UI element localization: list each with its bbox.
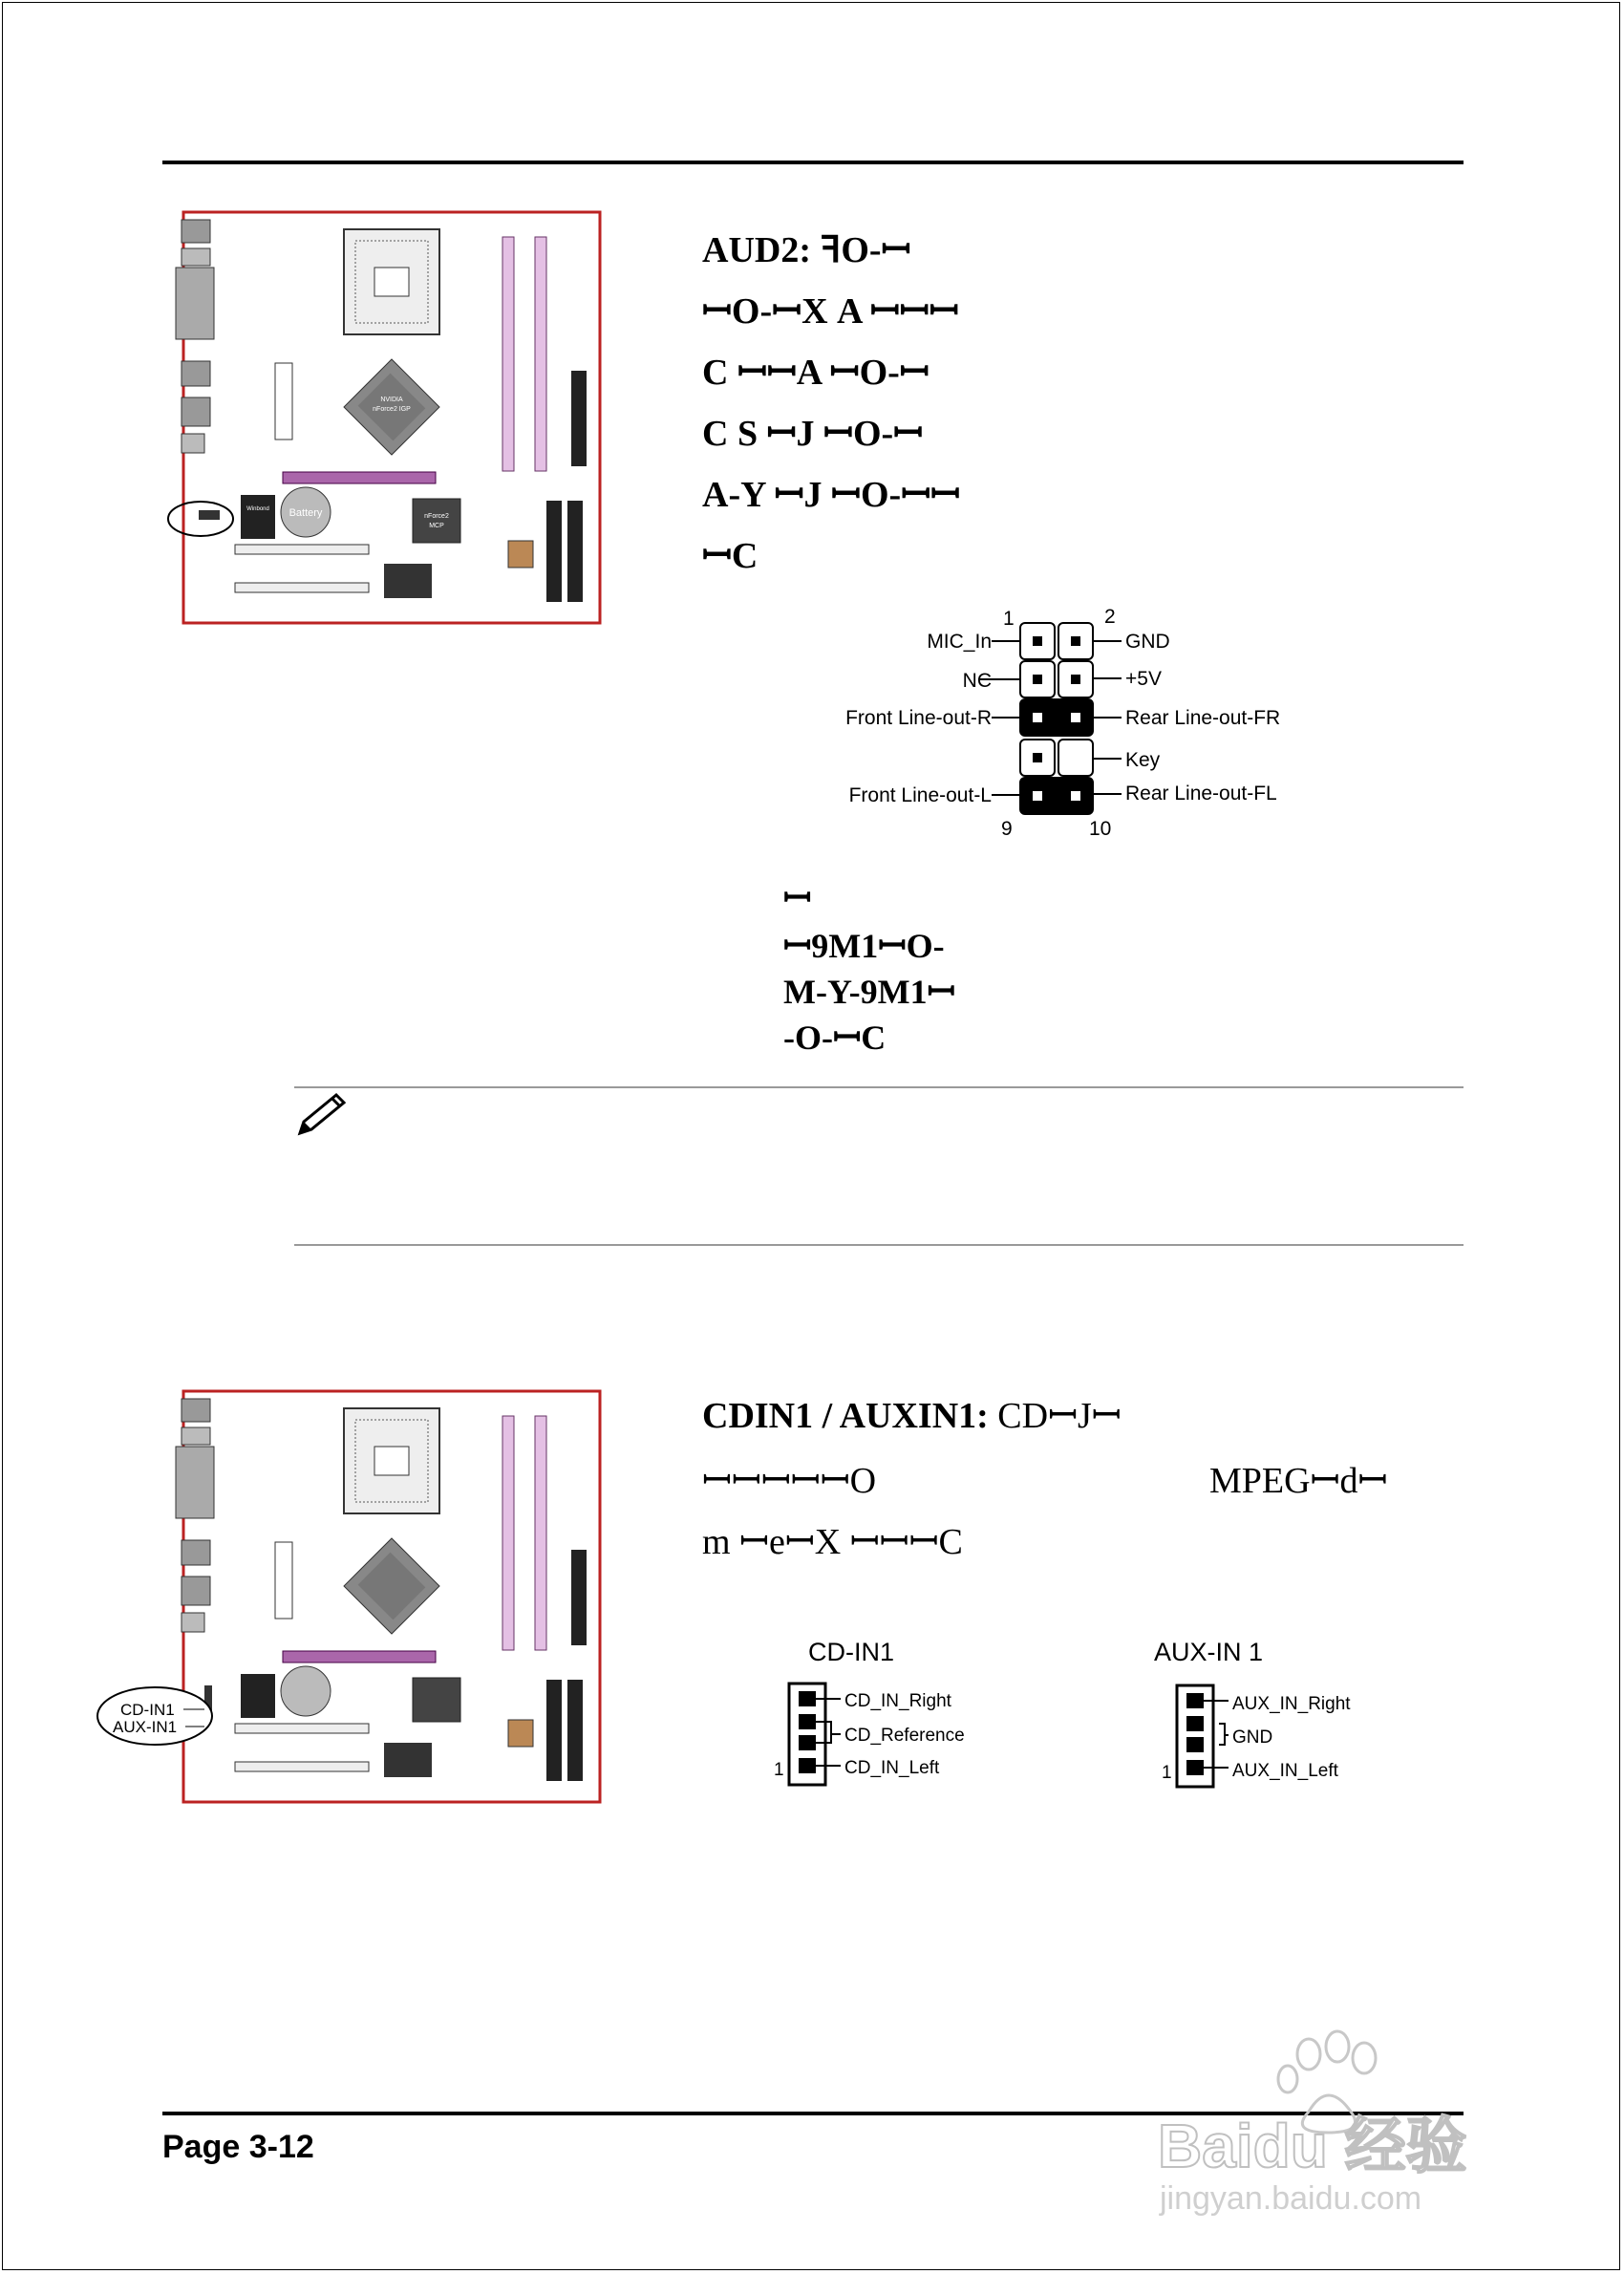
aux-pin-one: 1: [1162, 1763, 1172, 1783]
left-label-front-l: Front Line-out-L: [848, 784, 992, 806]
svg-text:NVIDIA: NVIDIA: [380, 397, 403, 403]
pencil-icon: [294, 1091, 352, 1139]
right-label-key: Key: [1125, 749, 1161, 771]
cd-in-left-label: CD_IN_Left: [844, 1758, 940, 1778]
baidu-watermark: [1146, 2026, 1548, 2217]
pin-1-label: 1: [1003, 608, 1015, 630]
svg-text:Battery: Battery: [288, 507, 323, 519]
aud-title: AUD2:: [702, 230, 811, 270]
cd-title: CDIN1 / AUXIN1:: [702, 1396, 989, 1436]
aux-in-left-label: AUX_IN_Left: [1232, 1761, 1338, 1781]
aud-line-1: ꟷО-ꟷХ A ꟷꟷꟷ: [702, 291, 959, 332]
callout-aux-in1: AUX-IN1: [113, 1718, 178, 1736]
right-label-rear-fl: Rear Line-out-FL: [1125, 783, 1277, 804]
svg-text:MCP: MCP: [429, 523, 444, 529]
watermark-brand: Baidu 经验: [1158, 2112, 1467, 2180]
motherboard-image-top: [162, 208, 611, 629]
cd-line-1-left: ꟷꟷꟷꟷꟷO: [702, 1461, 877, 1501]
aux-in1-diagram: [1146, 1632, 1433, 1794]
aud-line-4: A-Y ꟷJ ꟷО-ꟷꟷ: [702, 475, 961, 515]
cd-title-suffix: CDꟷJꟷ: [997, 1396, 1122, 1436]
cd-in1-header: CD-IN1: [808, 1638, 895, 1666]
cd-line-2: m ꟷeꟷX ꟷꟷꟷC: [702, 1522, 963, 1562]
pin-9-label: 9: [1001, 818, 1013, 840]
aud-title-garbled: ꟻО-ꟷ: [820, 230, 911, 270]
watermark-url: jingyan.baidu.com: [1160, 2180, 1422, 2217]
aud-line-3: C S ꟷJ ꟷО-ꟷ: [702, 414, 924, 454]
right-label-gnd: GND: [1125, 631, 1170, 653]
aux-gnd-label: GND: [1232, 1727, 1273, 1748]
cd-pin-one: 1: [774, 1760, 784, 1780]
aud-pin-diagram: [822, 600, 1318, 848]
aud-title-line: [702, 224, 911, 273]
left-label-front-r: Front Line-out-R: [845, 707, 992, 729]
header-rule: [162, 161, 1464, 164]
cd-reference-label: CD_Reference: [844, 1726, 965, 1746]
right-label-rear-fr: Rear Line-out-FR: [1125, 707, 1281, 729]
aud-line-2: C ꟷꟷA ꟷО-ꟷ: [702, 353, 930, 393]
aux-in-right-label: AUX_IN_Right: [1232, 1694, 1351, 1714]
cd-title-line: [702, 1389, 1122, 1439]
svg-text:Winbond: Winbond: [246, 506, 269, 512]
aud-note-2: ꟷ9M1ꟷО-: [783, 927, 945, 965]
callout-cd-in1: CD-IN1: [120, 1701, 175, 1719]
right-label-5v: +5V: [1125, 668, 1162, 690]
motherboard-image-bottom: [96, 1387, 611, 1808]
note-rule-top: [294, 1086, 1464, 1088]
page-number: Page 3-12: [162, 2129, 314, 2165]
pin-10-label: 10: [1089, 818, 1112, 840]
left-label-mic-in: MIC_In: [927, 631, 992, 653]
svg-text:nForce2: nForce2: [424, 513, 449, 520]
cd-in-right-label: CD_IN_Right: [844, 1691, 951, 1711]
left-label-nc: NC: [962, 670, 992, 692]
note-rule-bottom: [294, 1244, 1464, 1246]
aud-note-3: M-Y-9M1ꟷ: [783, 973, 955, 1011]
aud-note-4: -O-ꟷC: [783, 1019, 887, 1057]
aux-in1-header: AUX-IN 1: [1154, 1638, 1264, 1666]
cd-line-1-right: MPEGꟷdꟷ: [1209, 1461, 1388, 1501]
aud-note-1: ꟷ: [783, 879, 812, 917]
cd-in1-diagram: [764, 1632, 1051, 1794]
pin-2-label: 2: [1104, 606, 1116, 628]
svg-text:nForce2 IGP: nForce2 IGP: [373, 406, 411, 413]
aud-line-5: ꟷC: [702, 536, 759, 576]
